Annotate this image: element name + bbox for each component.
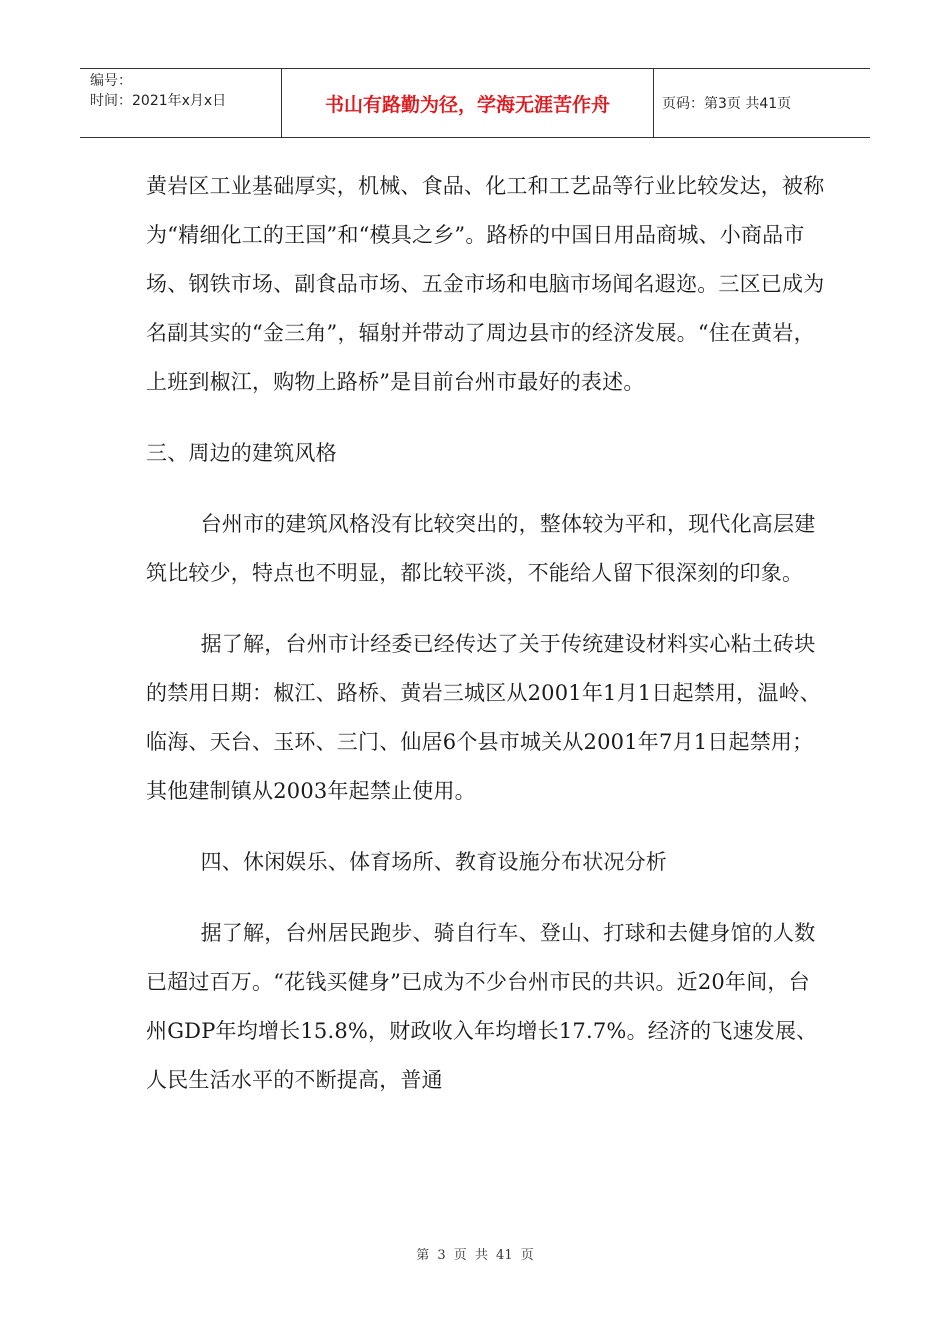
page-footer: 第 3 页 共 41 页 <box>416 1248 534 1263</box>
document-time-label: 时间：2021年x月x日 <box>90 93 227 109</box>
header-motto: 书山有路勤为径，学海无涯苦作舟 <box>282 69 654 137</box>
body-paragraph: 据了解，台州居民跑步、骑自行车、登山、打球和去健身馆的人数已超过百万。“花钱买健身”已成为不少台州市民的共识。近20年间，台州GDP年均增长15.8%，财政收入年均增长17.7%。经济的飞速发展、人民生活水平的不断提高，普通 <box>146 921 818 1092</box>
document-body <box>146 162 826 1105</box>
section-heading: 三、周边的建筑风格 <box>146 441 337 465</box>
page-header <box>80 68 870 138</box>
header-meta <box>80 69 282 137</box>
body-paragraph: 黄岩区工业基础厚实，机械、食品、化工和工艺品等行业比较发达，被称为“精细化工的王国”和“模具之乡”。路桥的中国日用品商城、小商品市场、钢铁市场、副食品市场、五金市场和电脑市场闻名遐迩。三区已成为名副其实的“金三角”，辐射并带动了周边县市的经济发展。“住在黄岩，上班到椒江，购物上路桥”是目前台州市最好的表述。 <box>146 174 825 394</box>
body-paragraph: 据了解，台州市计经委已经传达了关于传统建设材料实心粘土砖块的禁用日期：椒江、路桥、黄岩三城区从2001年1月1日起禁用，温岭、临海、天台、玉环、三门、仙居6个县市城关从2001年7月1日起禁用；其他建制镇从2003年起禁止使用。 <box>146 632 821 803</box>
section-heading: 四、休闲娱乐、体育场所、教育设施分布状况分析 <box>200 850 667 874</box>
document-number-label: 编号： <box>90 73 132 89</box>
body-paragraph: 台州市的建筑风格没有比较突出的，整体较为平和，现代化高层建筑比较少，特点也不明显，都比较平淡，不能给人留下很深刻的印象。 <box>146 512 816 585</box>
header-page-code: 页码：第3页 共41页 <box>662 96 792 112</box>
